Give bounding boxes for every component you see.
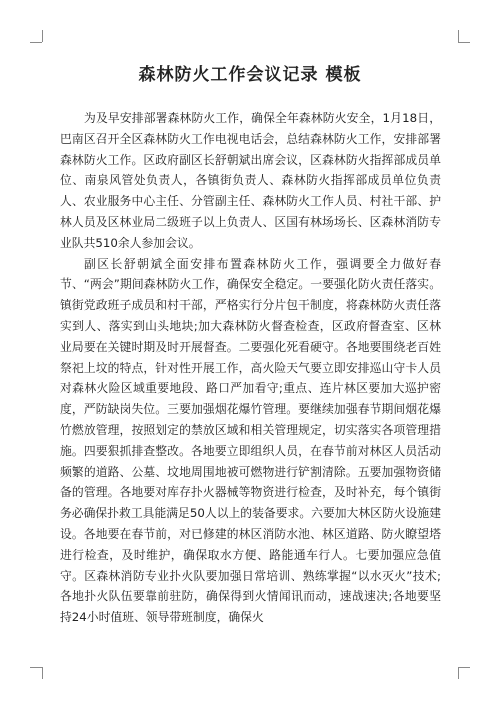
crop-mark-bottom-left-v <box>42 667 43 679</box>
crop-mark-top-right-h <box>458 42 470 43</box>
paragraph-1: 为及早安排部署森林防火工作，确保全年森林防火安全，1月18日，巴南区召开全区森林防火工作电视电话会，总结森林防火工作，安排部署森林防火工作。区政府副区长舒朝斌出席会议，区森林防火指挥部成员单位、南泉风管处负责人，各镇街负责人、森林防火指挥部成员单位负责人、农业服务中心主任、分管副主任、森林防火工作人员、村社干部、护林人员及区林业局二级班子以上负责人、区国有林场场长、区森林消防专业队共510余人参加会议。 <box>60 111 441 250</box>
crop-mark-top-right-v <box>458 30 459 42</box>
crop-mark-top-left-v <box>42 30 43 42</box>
crop-mark-bottom-right-v <box>458 667 459 679</box>
crop-mark-bottom-right-h <box>458 667 470 668</box>
crop-mark-top-left-h <box>30 42 42 43</box>
paragraph-2: 副区长舒朝斌全面安排布置森林防火工作，强调要全力做好春节、“两会”期间森林防火工作，确保安全稳定。一要强化防火责任落实。镇街党政班子成员和村干部，严格实行分片包干制度，将森林防火责任落实到人、落实到山头地块;加大森林防火督查检查，区政府督查室、区林业局要在关键时期及时开展督查。二要强化死看硬守。各地要围绕老百姓祭祀上坟的特点，针对性开展工作，高火险天气要立即安排巡山守卡人员对森林火险区域重要地段、路口严加看守;重点、连片林区要加大巡护密度，严防缺岗失位。三要加强烟花爆竹管理。要继续加强春节期间烟花爆竹燃放管理，按照划定的禁放区域和相关管理规定，切实落实各项管理措施。四要狠抓排查整改。各地要立即组织人员，在春节前对林区人员活动频繁的道路、公墓、坟地周围地被可燃物进行铲割清除。五要加强物资储备的管理。各地要对库存扑火器械等物资进行检查，及时补充，每个镇街务必确保扑救工具能满足50人以上的装备要求。六要加大林区防火设施建设。各地要在春节前，对已修建的林区消防水池、林区道路、防火瞭望塔进行检查，及时维护，确保取水方便、路能通车行人。七要加强应急值守。区森林消防专业扑火队要加强日常培训、熟练掌握“以水灭火”技术;各地扑火队伍要靠前驻防，确保得到火情闻讯而动，速战速决;各地要坚持24小时值班、领导带班制度，确保火 <box>60 256 441 625</box>
document-title: 森林防火工作会议记录 模板 <box>138 65 362 85</box>
document-body <box>60 108 441 628</box>
crop-mark-bottom-left-h <box>30 667 42 668</box>
